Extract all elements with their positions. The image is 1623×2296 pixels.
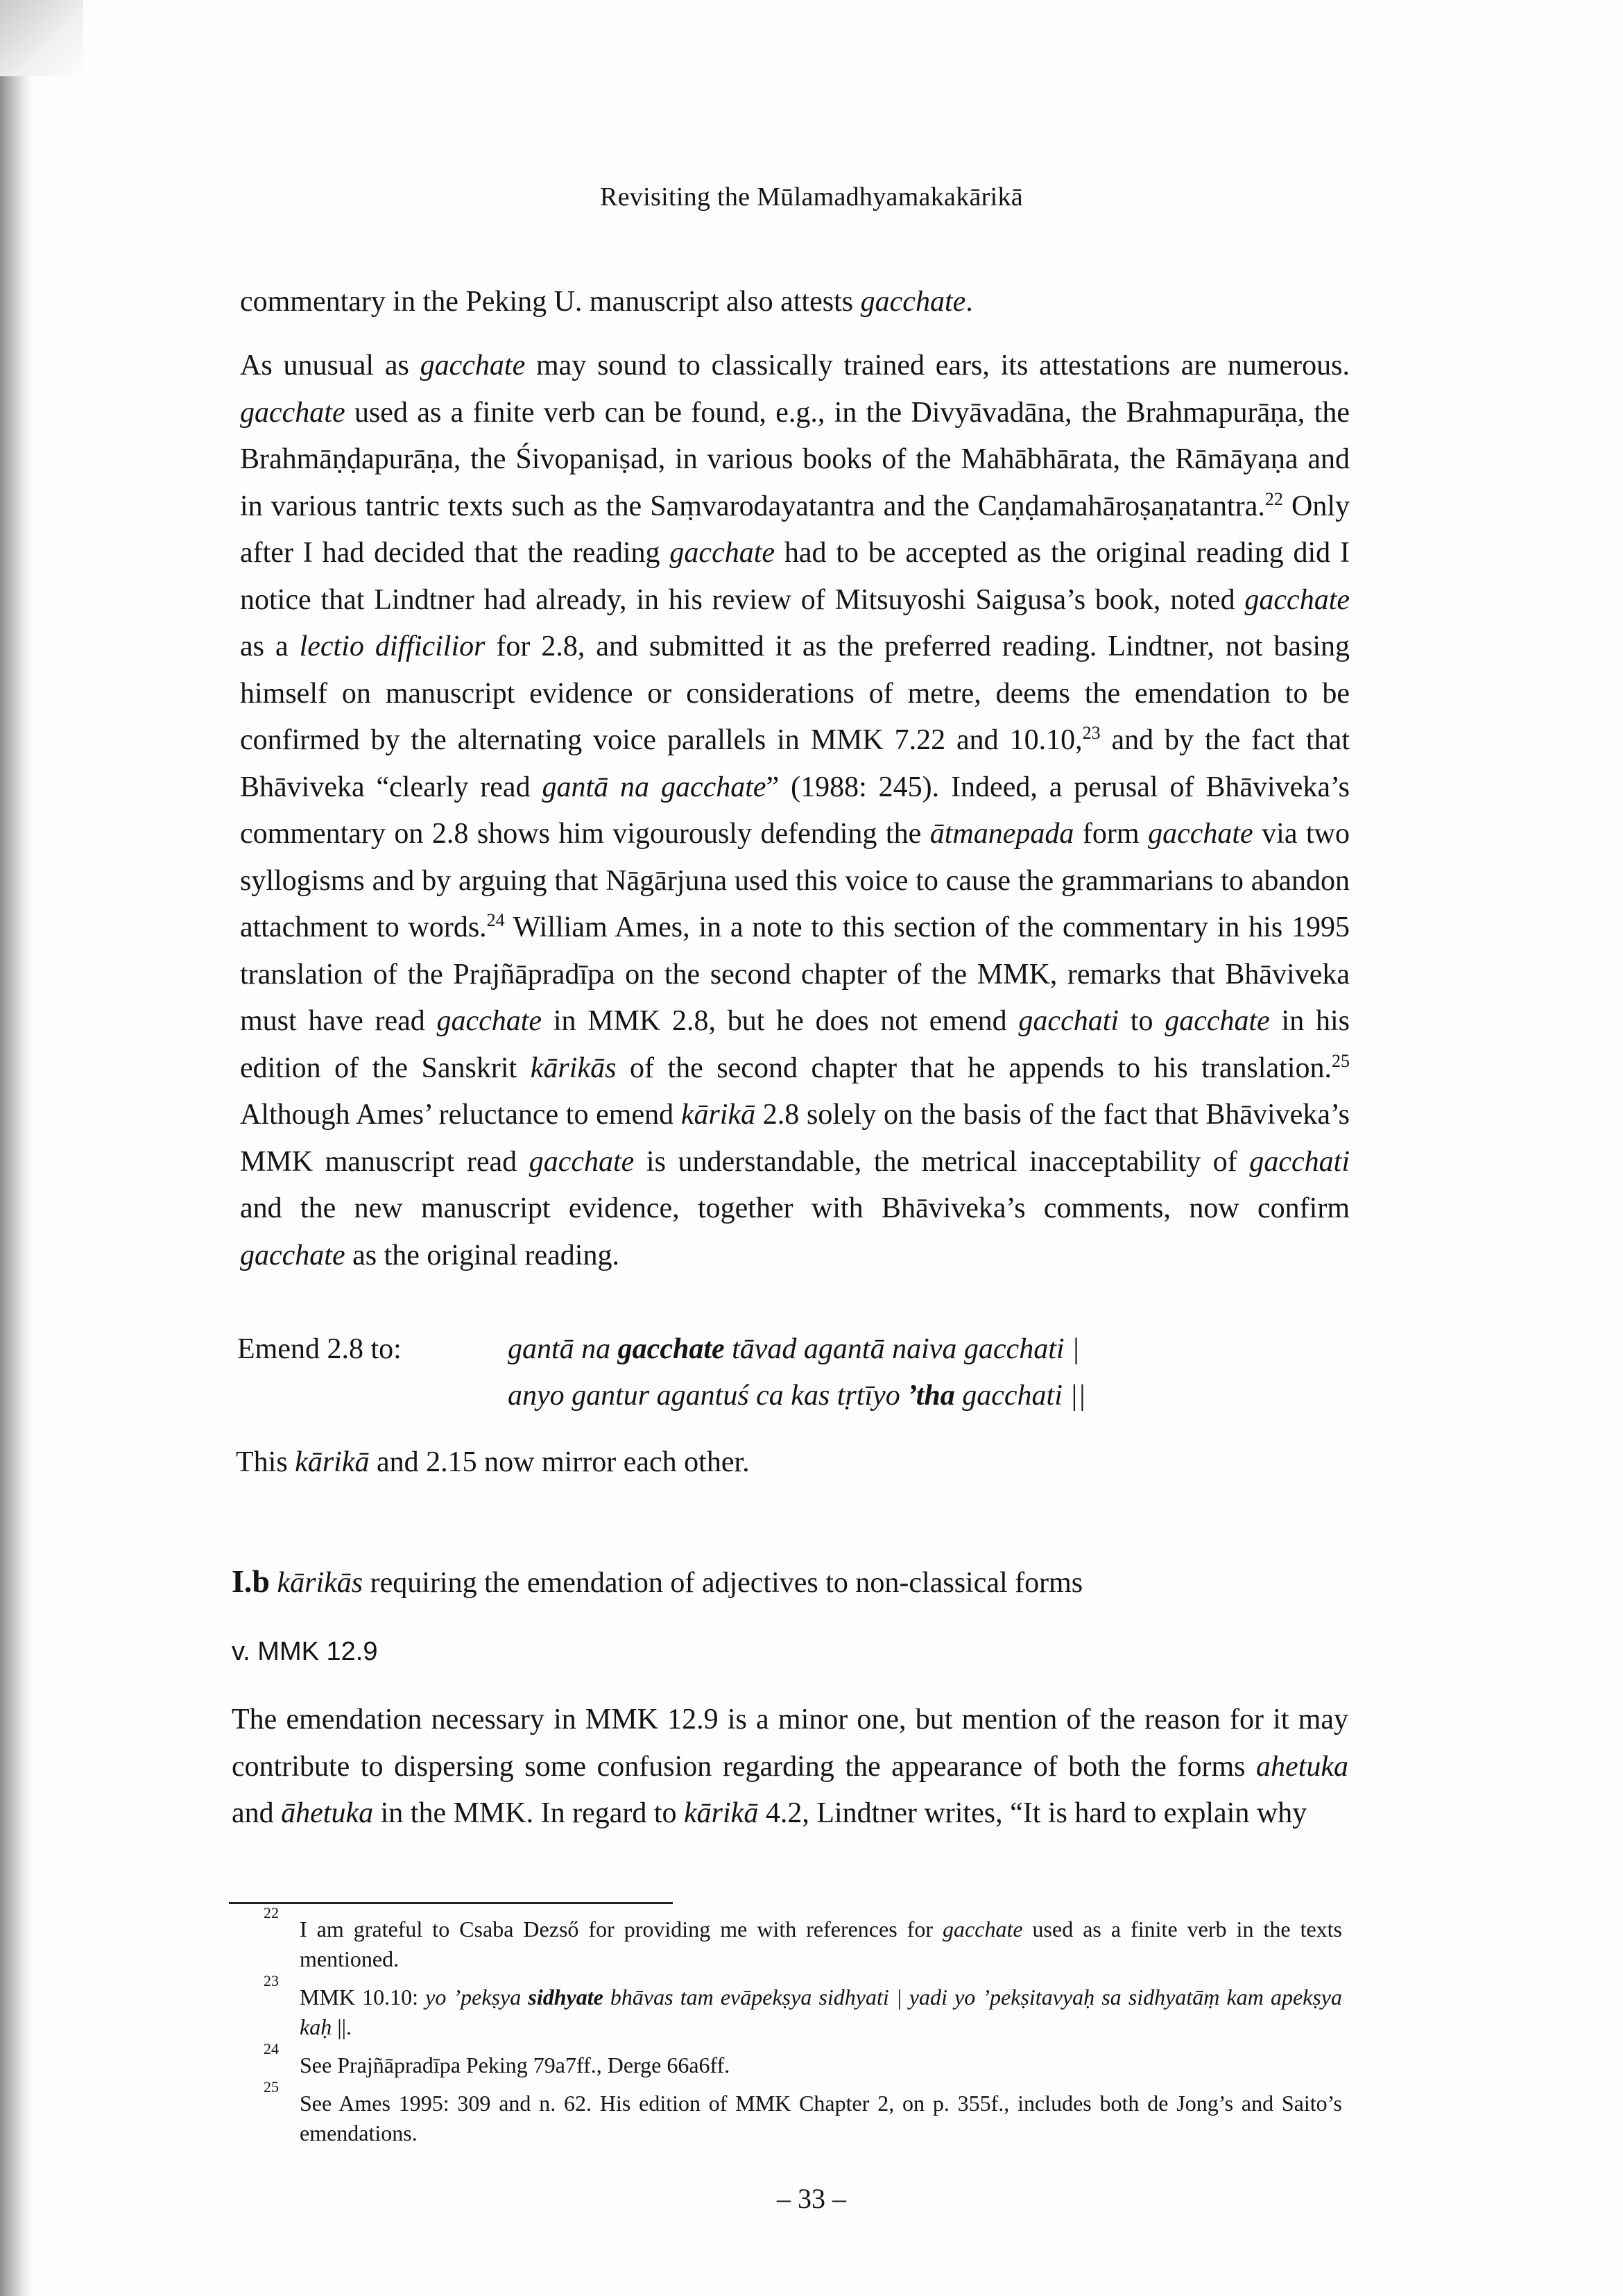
footnotes (264, 1904, 1343, 2157)
running-head: Revisiting the Mūlamadhyamakakārikā (600, 182, 1023, 212)
footnote-ref-25: 25 (1332, 1050, 1350, 1071)
footnote-25: 25 See Ames 1995: 309 and n. 62. His edition of MMK Chapter 2, on p. 355f., includes both de Jong’s and Saito’s emendations. (264, 2078, 1342, 2145)
footnote-divider (229, 1902, 673, 1904)
footnote-24: 24 See Prajñāpradīpa Peking 79a7ff., Derge 66a6ff. (264, 2040, 730, 2077)
footnote-23: 23 MMK 10.10: yo ’pekṣya sidhyate bhāvas tam evāpekṣya sidhyati | yadi yo ’pekṣitavyaḥ sa sidhyatāṃ kam apekṣya kaḥ ||. (264, 1972, 1343, 2039)
emendation-label: Emend 2.8 to: (237, 1333, 402, 1365)
paragraph-2: As unusual as gacchate may sound to classically trained ears, its attestations are numerous. gacchate used as a finite verb can be found, e.g., in the Divyāvadāna, the Brahmapurāṇa, the Brahmāṇḍapurāṇa, the Śivopaniṣad, in various books of the Mahābhārata, the Rāmāyaṇa and in various tantric texts such as the Saṃvarodayatantra and the Caṇḍamahāroṣaṇatantra.$^{22}$ Only after I had decided that the reading gacchate had to be accepted as the original reading did I notice that Lindtner had already, in his review of Mitsuyoshi Saigusa’s book, noted gacchate as a lectio difficilior for 2.8, and submitted it as the preferred reading. Lindtner, not basing himself on manuscript evidence or considerations of metre, deems the emendation to be confirmed by the alternating voice parallels in MMK 7.22 and 10.10,23 and by the fact that Bhāviveka “clearly read gantā na gacchate” (1988: 245). Indeed, a perusal of Bhāviveka’s commentary on 2.8 shows him vigourously defending the ātmanepada form gacchate via two syllogisms and by arguing that Nāgārjuna used this voice to cause the grammarians to abandon attachment to words.$^{24}$ William Ames, in a note to this section of the commentary in his 1995 translation of the Prajñāpradīpa on the second chapter of the MMK, remarks that Bhāviveka must have read gacchate in MMK 2.8, but he does not emend gacchati to gacchate in his edition of the Sanskrit kārikās of the second chapter that he appends to his translation.$^{25}$ Although Ames’ reluctance to emend kārikā 2.8 solely on the basis of the fact that Bhāviveka’s MMK manuscript read gacchate is understandable, the metrical inacceptability of gacchati and the new manuscript evidence, together with Bhāviveka’s comments, now confirm gacchate as the original reading. (240, 350, 1350, 1271)
page-number: – 33 – (777, 2183, 846, 2214)
section-heading: I.b kārikās requiring the emendation of adjectives to non-classical forms (232, 1563, 1083, 1599)
footnote-ref-23: 23 (1082, 723, 1101, 743)
footnote-22: 22 I am grateful to Csaba Dezső for providing me with references for gacchate used as a finite verb in the texts mentioned. (264, 1904, 1343, 1971)
subsection-heading: v. MMK 12.9 (232, 1637, 378, 1666)
emendation-verse (508, 1326, 1354, 1419)
paragraph-3: This kārikā and 2.15 now mirror each other. (236, 1446, 750, 1478)
paragraph-4: The emendation necessary in MMK 12.9 is a minor one, but mention of the reason for it may contribute to dispersing some confusion regarding the appearance of both the forms ahetuka and āhetuka in the MMK. In regard to kārikā 4.2, Lindtner writes, “It is hard to explain why (232, 1704, 1348, 1829)
footnote-ref-24: 24 (486, 910, 505, 930)
verse-line-2: anyo gantur agantuś ca kas tṛtīyo ’tha gacchati || (508, 1380, 1086, 1412)
scan-shadow-edge (0, 0, 32, 2296)
paragraph-1: commentary in the Peking U. manuscript also attests gacchate. (240, 286, 973, 318)
verse-line-1: gantā na gacchate tāvad agantā naiva gacchati | (508, 1333, 1080, 1365)
scan-corner-shadow (0, 0, 83, 76)
footnote-ref-22: 22 (1264, 488, 1283, 509)
